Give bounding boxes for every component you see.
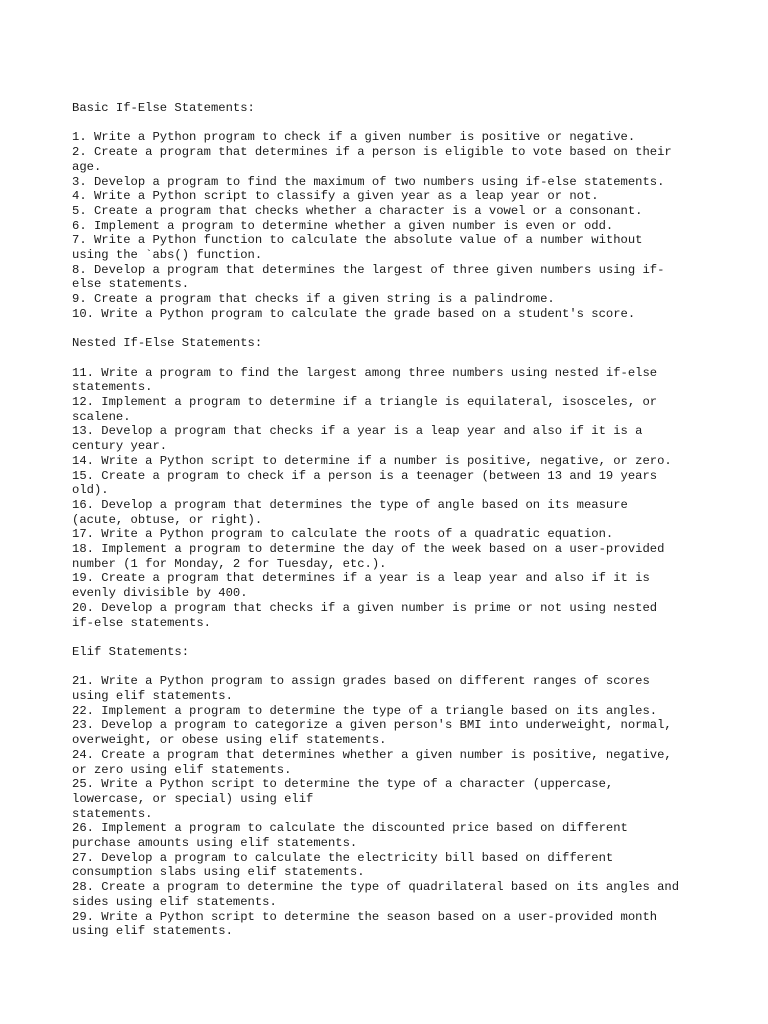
list-item: [72, 204, 732, 219]
list-item-line: statements.: [72, 806, 153, 821]
list-item-line: 3. Develop a program to find the maximum of two numbers using if-else statements.: [72, 174, 665, 189]
list-item-line: 28. Create a program to determine the type of quadrilateral based on its angles and: [72, 880, 680, 895]
section-heading: Basic If-Else Statements:: [72, 101, 255, 115]
list-item-line: 23. Develop a program to categorize a given person's BMI into underweight, normal,: [72, 718, 672, 733]
list-item-line: using elif statements.: [72, 689, 233, 704]
list-item: [72, 910, 732, 939]
list-item: [72, 366, 732, 395]
list-item-line: 8. Develop a program that determines the largest of three given numbers using if-: [72, 262, 665, 277]
list-item: [72, 498, 732, 527]
list-item-line: if-else statements.: [72, 615, 211, 630]
list-item-line: age.: [72, 159, 102, 174]
list-item-line: 18. Implement a program to determine the day of the week based on a user-provided: [72, 542, 665, 557]
list-item-line: using elif statements.: [72, 924, 233, 939]
list-item: [72, 307, 732, 322]
list-item-line: 15. Create a program to check if a person is a teenager (between 13 and 19 years: [72, 468, 658, 483]
list-item: [72, 219, 732, 234]
spacer: [72, 630, 732, 645]
list-item-line: 24. Create a program that determines whether a given number is positive, negative,: [72, 747, 672, 762]
list-item-line: overweight, or obese using elif statements.: [72, 733, 387, 748]
list-item-line: purchase amounts using elif statements.: [72, 836, 358, 851]
list-item-line: 4. Write a Python script to classify a given year as a leap year or not.: [72, 189, 599, 204]
list-item: [72, 469, 732, 498]
list-item-line: 25. Write a Python script to determine the type of a character (uppercase,: [72, 777, 614, 792]
list-item-line: 21. Write a Python program to assign grades based on different ranges of scores: [72, 674, 650, 689]
list-item: [72, 527, 732, 542]
list-item-line: 26. Implement a program to calculate the discounted price based on different: [72, 821, 628, 836]
list-item: [72, 777, 732, 821]
list-item-line: using the `abs() function.: [72, 248, 263, 263]
list-item: [72, 189, 732, 204]
list-item: [72, 821, 732, 850]
list-item-line: 22. Implement a program to determine the type of a triangle based on its angles.: [72, 703, 658, 718]
list-item: [72, 292, 732, 307]
list-item-line: evenly divisible by 400.: [72, 586, 248, 601]
list-item-line: else statements.: [72, 277, 190, 292]
list-item-line: sides using elif statements.: [72, 894, 277, 909]
list-item: [72, 601, 732, 630]
list-item-line: or zero using elif statements.: [72, 762, 292, 777]
list-item-line: 6. Implement a program to determine whether a given number is even or odd.: [72, 218, 614, 233]
section-elif: [72, 645, 732, 939]
list-item-line: 2. Create a program that determines if a person is eligible to vote based on their: [72, 145, 672, 160]
list-item: [72, 233, 732, 262]
list-item-line: 19. Create a program that determines if a year is a leap year and also if it is: [72, 571, 650, 586]
list-item-line: 14. Write a Python script to determine if a number is positive, negative, or zero.: [72, 453, 672, 468]
list-item-line: 12. Implement a program to determine if a triangle is equilateral, isosceles, or: [72, 395, 658, 410]
spacer: [72, 116, 732, 131]
spacer: [72, 351, 732, 366]
section-heading: Elif Statements:: [72, 644, 190, 659]
list-item-line: lowercase, or special) using elif: [72, 791, 314, 806]
list-item: [72, 395, 732, 424]
list-item: [72, 748, 732, 777]
list-item: [72, 704, 732, 719]
list-item: [72, 851, 732, 880]
list-item-line: statements.: [72, 380, 153, 395]
document-page: [72, 101, 732, 939]
list-item-line: 29. Write a Python script to determine the season based on a user-provided month: [72, 909, 658, 924]
list-item-line: 5. Create a program that checks whether a character is a vowel or a consonant.: [72, 203, 643, 218]
list-item: [72, 571, 732, 600]
list-item: [72, 130, 732, 145]
list-item: [72, 145, 732, 174]
list-item: [72, 175, 732, 190]
list-item-line: scalene.: [72, 409, 131, 424]
list-item-line: 20. Develop a program that checks if a given number is prime or not using nested: [72, 600, 658, 615]
list-item-line: (acute, obtuse, or right).: [72, 512, 263, 527]
list-item-line: 16. Develop a program that determines the type of angle based on its measure: [72, 497, 628, 512]
list-item-line: century year.: [72, 439, 168, 454]
section-nested-if-else: [72, 336, 732, 630]
list-item: [72, 718, 732, 747]
spacer: [72, 660, 732, 675]
list-item-line: 13. Develop a program that checks if a year is a leap year and also if it is a: [72, 424, 643, 439]
list-item: [72, 263, 732, 292]
list-item: [72, 674, 732, 703]
list-item-line: 10. Write a Python program to calculate the grade based on a student's score.: [72, 306, 636, 321]
section-heading: Nested If-Else Statements:: [72, 336, 263, 351]
list-item-line: old).: [72, 483, 109, 498]
list-item-line: 27. Develop a program to calculate the electricity bill based on different: [72, 850, 614, 865]
list-item-line: 1. Write a Python program to check if a given number is positive or negative.: [72, 130, 636, 145]
list-item-line: 11. Write a program to find the largest among three numbers using nested if-else: [72, 365, 658, 380]
section-basic-if-else: [72, 101, 732, 322]
spacer: [72, 322, 732, 337]
list-item: [72, 880, 732, 909]
list-item-line: 17. Write a Python program to calculate the roots of a quadratic equation.: [72, 527, 614, 542]
list-item-line: 7. Write a Python function to calculate the absolute value of a number without: [72, 233, 643, 248]
list-item: [72, 424, 732, 453]
list-item-line: 9. Create a program that checks if a given string is a palindrome.: [72, 292, 555, 307]
list-item-line: number (1 for Monday, 2 for Tuesday, etc.).: [72, 556, 387, 571]
list-item-line: consumption slabs using elif statements.: [72, 865, 365, 880]
list-item: [72, 542, 732, 571]
list-item: [72, 454, 732, 469]
